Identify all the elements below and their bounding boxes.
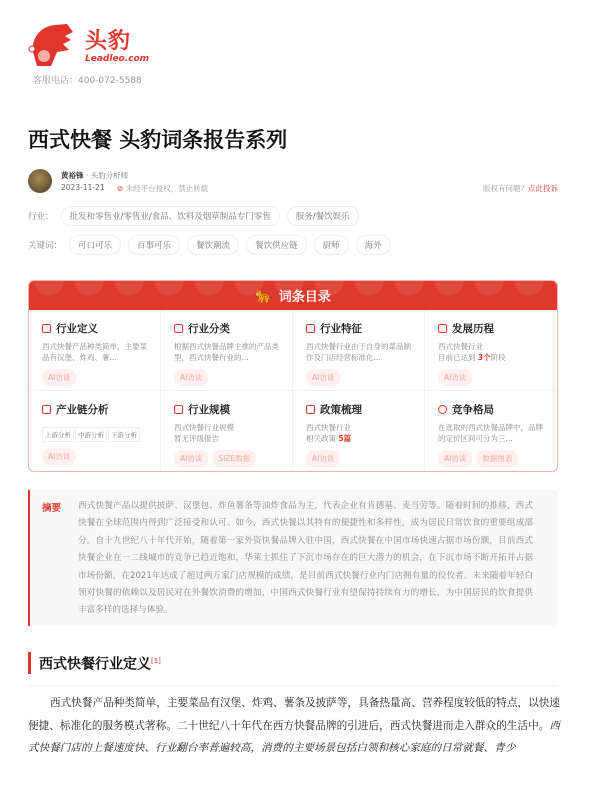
downstream-button[interactable]: 下游分析	[108, 427, 140, 442]
section-title: 西式快餐行业定义	[39, 656, 151, 673]
ai-interview-badge[interactable]: AI访谈	[174, 450, 208, 467]
catalog-item-policy[interactable]	[293, 391, 425, 472]
catalog-item-history[interactable]	[425, 310, 557, 391]
item-title: 行业定义	[56, 323, 98, 335]
report-question: 版权有问题？	[483, 184, 528, 193]
paragraph-text: 西式快餐产品种类简单，主要菜品有汉堡、炸鸡、薯条及披萨等，具备热量高、营养程度较低的特点，以快速便捷、标准化的服务模式著称。二十世纪八十年代在西方快餐品牌的引进后，西式快餐进而走入群众的生活中。	[28, 697, 560, 732]
leadleo-logo[interactable]	[27, 20, 150, 70]
keywords-row	[28, 235, 391, 255]
item-title: 政策梳理	[320, 404, 362, 416]
industry-tag[interactable]: 服务/餐饮娱乐	[287, 206, 359, 226]
publish-date: 2023-11-21	[61, 183, 105, 192]
search-doc-icon	[42, 324, 51, 333]
item-desc: 西式快餐行业 相关政策 5篇	[306, 423, 352, 443]
catalog-item-chain[interactable]	[29, 391, 161, 472]
ai-interview-badge[interactable]: AI访谈	[438, 450, 472, 467]
keywords-label: 关键词：	[28, 241, 63, 251]
hierarchy-icon	[174, 324, 183, 333]
midstream-button[interactable]: 中游分析	[75, 427, 107, 442]
ai-interview-badge[interactable]: AI访谈	[306, 450, 340, 467]
keyword-tag[interactable]: 海外	[356, 235, 391, 255]
author-avatar[interactable]	[28, 169, 52, 193]
catalog-title: 词条目录	[278, 290, 331, 305]
ai-interview-badge[interactable]: AI访谈	[438, 369, 472, 386]
leopard-logo-icon	[27, 22, 75, 68]
forbidden-icon: ⊘	[117, 184, 124, 193]
item-desc: 西式快餐行业 目前已达到 3个阶段	[438, 342, 506, 362]
copyright-report	[483, 183, 558, 194]
item-desc: 西式快餐行业规模 暂无评级报告	[174, 423, 234, 443]
copyright-notice	[117, 183, 208, 194]
item-desc: 根据西式快餐品牌主推的产品类型，西式快餐行业的...	[174, 342, 279, 362]
item-title: 行业分类	[188, 323, 230, 335]
document-icon	[306, 405, 315, 414]
data-chart-badge[interactable]: 数据图表	[476, 450, 518, 467]
keyword-tag[interactable]: 可口可乐	[69, 235, 121, 255]
badge-icon	[306, 324, 315, 333]
catalog-item-classification[interactable]	[161, 310, 293, 391]
section-heading	[28, 652, 161, 674]
item-desc: 西式快餐产品种类简单，主要菜品有汉堡、炸鸡、薯...	[42, 342, 147, 362]
summary-label: 摘要	[42, 503, 62, 514]
summary-box	[28, 490, 558, 626]
item-title: 发展历程	[452, 323, 494, 335]
author-info	[61, 170, 128, 181]
keyword-tag[interactable]: 百事可乐	[128, 235, 180, 255]
catalog-panel	[28, 280, 558, 472]
upstream-button[interactable]: 上游分析	[42, 427, 74, 442]
keyword-tag[interactable]: 餐饮供应链	[246, 235, 307, 255]
size-data-badge[interactable]: SIZE数据	[212, 450, 256, 467]
industry-tag[interactable]: 批发和零售业/零售业/食品、饮料及烟草制品专门零售	[61, 206, 280, 226]
ai-interview-badge[interactable]: AI访谈	[42, 369, 76, 386]
summary-text: 西式快餐产品以提供披萨、汉堡包、炸鱼薯条等油炸食品为主，代表企业有肯德基、麦当劳等。随着时间的推移，西式快餐在全球范围内得到广泛接受和认可。如今，西式快餐以其特有的便捷性和多样性，成为居民日常饮食的重要组成部分。自十九世纪八十年代开始，随着第一家外资快餐品牌入驻中国，西式快餐在中国市场快速占据市场份额，目前西式快餐企业在一二线城市的竞争已趋近饱和，华莱士抓住了下沉市场存在的巨大潜力的机会，在下沉市场不断开拓并占据市场份额，在2021年达成了超过两万家门店规模的成绩，是目前西式快餐行业内门店拥有量的佼佼者。未来随着年轻白领对快餐的依赖以及居民对在外餐饮消费的增加，中国西式快餐行业有望保持持续有力的增长，为中国居民的饮食提供丰富多样的选择与体验。	[78, 501, 533, 616]
chain-icon	[42, 405, 51, 414]
bar-chart-icon	[174, 405, 183, 414]
item-desc: 在选取的西式快餐品牌中，品牌的定价区间可分为三...	[438, 423, 543, 443]
ai-interview-badge[interactable]: AI访谈	[306, 369, 340, 386]
catalog-item-features[interactable]	[293, 310, 425, 391]
industry-label: 行业：	[28, 212, 54, 222]
pie-chart-icon	[438, 405, 447, 414]
notice-text: 未经平台授权，禁止转载	[125, 184, 209, 193]
item-title: 行业规模	[188, 404, 230, 416]
page-title: 西式快餐 头豹词条报告系列	[28, 128, 288, 152]
logo-text: 头豹	[85, 29, 132, 54]
item-title: 产业链分析	[56, 404, 109, 416]
author-role: · 头豹分析师	[83, 171, 129, 180]
paragraph-italic-text: 西式快餐门店的上餐速度快、行业翻台率普遍较高，消费的主要场景包括白领和核心家庭的日常就餐、青少	[28, 719, 560, 754]
service-phone: 客服电话：400-072-5588	[33, 76, 142, 86]
item-desc: 西式快餐行业由于自身的菜品制作及门店经营标准化...	[306, 342, 411, 362]
keyword-tag[interactable]: 餐饮潮流	[187, 235, 239, 255]
catalog-header	[29, 281, 557, 310]
catalog-item-competition[interactable]	[425, 391, 557, 472]
report-link[interactable]: 点此投诉	[528, 184, 558, 193]
timeline-icon	[438, 324, 447, 333]
catalog-item-scale[interactable]	[161, 391, 293, 472]
ai-interview-badge[interactable]: AI访谈	[174, 369, 208, 386]
leopard-icon: 🐆	[255, 287, 273, 304]
divider	[28, 685, 558, 686]
item-title: 竞争格局	[452, 404, 494, 416]
definition-paragraph	[28, 692, 560, 760]
ai-interview-badge[interactable]: AI访谈	[42, 448, 76, 465]
item-title: 行业特征	[320, 323, 362, 335]
keyword-tag[interactable]: 厨师	[314, 235, 349, 255]
catalog-item-definition[interactable]	[29, 310, 161, 391]
reference-link[interactable]: [1]	[151, 657, 161, 665]
logo-domain: Leadleo.com	[85, 54, 150, 64]
industry-row	[28, 206, 359, 226]
author-name[interactable]: 黄裕锋	[61, 171, 84, 180]
